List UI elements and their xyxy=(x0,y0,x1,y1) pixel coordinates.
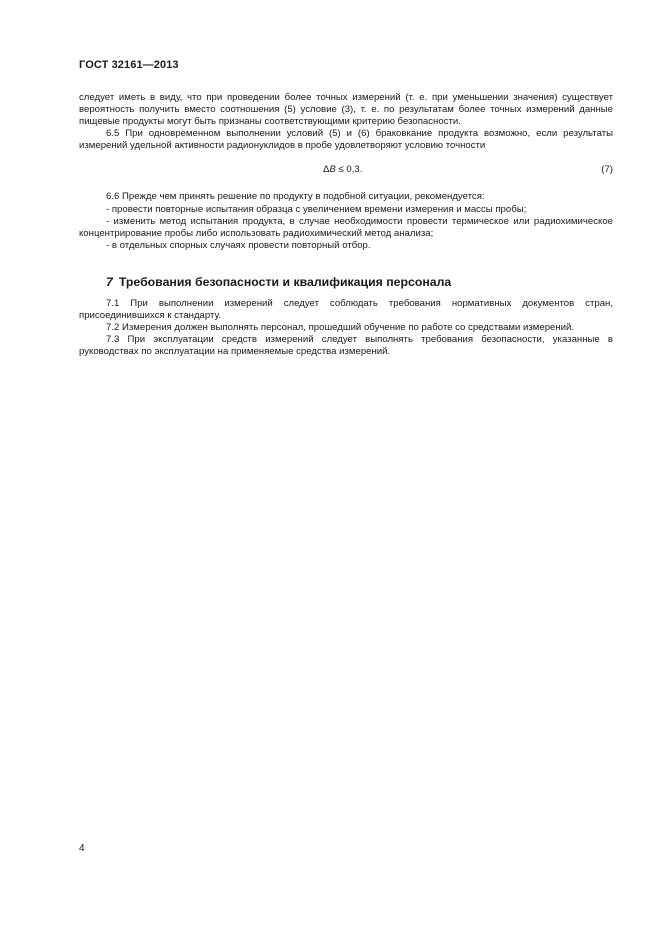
intro-paragraph: следует иметь в виду, что при проведении более точных измерений (т. е. при уменьшении значения) существует вероятность получить вместо соотношения (5) условие (3), т. е. по результатам более точных измерений данные пищевые продукты могут быть признаны соответствующими критерию безопасности. xyxy=(79,92,613,128)
formula-symbol: Δ xyxy=(323,164,330,176)
paragraph-7-3: 7.3 При эксплуатации средств измерений следует выполнять требования безопасности, указанные в руководствах по эксплуатации на применяемые средства измерений. xyxy=(79,334,613,358)
formula-number: (7) xyxy=(601,164,613,176)
document-body xyxy=(79,92,613,358)
section-7-heading xyxy=(106,275,613,290)
page-number: 4 xyxy=(79,843,85,854)
section-title: Требования безопасности и квалификация персонала xyxy=(118,274,452,289)
paragraph-6-5: 6.5 При одновременном выполнении условий (5) и (6) браковкание продукта возможно, если результаты измерений удельной активности радионуклидов в пробе удовлетворяют условию точности xyxy=(79,128,613,152)
formula-7 xyxy=(79,164,613,176)
list-item: - изменить метод испытания продукта, в случае необходимости провести термическое или радиохимическое концентрирование пробы либо использовать радиохимический метод анализа; xyxy=(79,215,613,239)
section-number: 7 xyxy=(106,274,113,289)
paragraph-6-6: 6.6 Прежде чем принять решение по продукту в подобной ситуации, рекомендуется: xyxy=(106,191,485,203)
paragraph-7-1: 7.1 При выполнении измерений следует соблюдать требования нормативных документов стран, присоединившихся к стандарту. xyxy=(79,297,613,322)
list-item: - провести повторные испытания образца с увеличением времени измерения и массы пробы; xyxy=(106,203,527,215)
formula-rest: ≤ 0,3. xyxy=(335,164,363,176)
formula-expression xyxy=(323,164,362,176)
formula-variable: B xyxy=(329,164,336,176)
list-item: - в отдельных спорных случаях провести повторный отбор. xyxy=(106,239,371,251)
paragraph-7-2: 7.2 Измерения должен выполнять персонал, прошедший обучение по работе со средствами измерений. xyxy=(106,322,575,334)
standard-header: ГОСТ 32161—2013 xyxy=(79,59,179,71)
